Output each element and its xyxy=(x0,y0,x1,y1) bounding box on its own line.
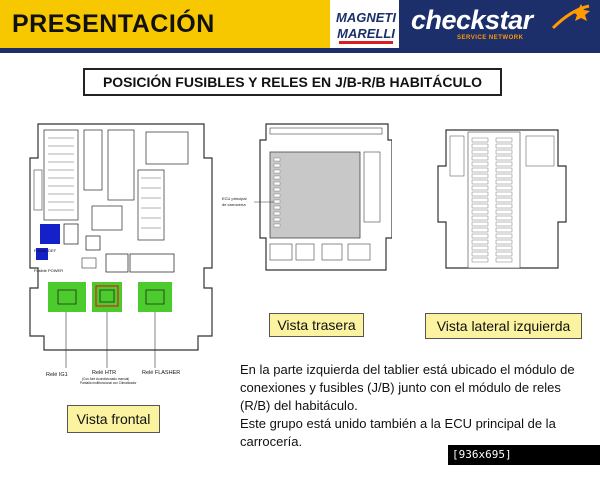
description-line: (R/B) del habitáculo. xyxy=(240,398,358,413)
rele-ig1-label: Relé IG1 xyxy=(46,372,68,378)
magneti-marelli-logo-graphic xyxy=(333,0,399,48)
svg-text:(Con Aire Acondicionado manual: (Con Aire Acondicionado manual) xyxy=(82,377,130,381)
rele-ig1-block xyxy=(48,282,86,312)
svg-text:Pantalla multifuncional con Cl: Pantalla multifuncional con Climatizador xyxy=(80,381,137,385)
lateral-view-diagram xyxy=(432,126,572,276)
fusible-def-block xyxy=(40,224,60,244)
checkstar-logo xyxy=(399,0,600,48)
svg-text:de carrocería: de carrocería xyxy=(222,202,246,207)
header-bar xyxy=(0,0,600,58)
ecu-body xyxy=(270,152,360,238)
image-source-stamp: [936x695] http://upic.me/ xyxy=(448,445,600,465)
label-vista-trasera: Vista trasera xyxy=(269,313,364,337)
description-line: carrocería. xyxy=(240,434,303,449)
page-title: PRESENTACIÓN xyxy=(12,10,215,38)
slide-subtitle: POSICIÓN FUSIBLES Y RELES EN J/B-R/B HABITÁCULO xyxy=(102,74,483,90)
description-line: Este grupo está unido también a la ECU principal de la xyxy=(240,416,556,431)
label-vista-frontal: Vista frontal xyxy=(67,405,160,433)
rele-flasher-label: Relé FLASHER xyxy=(142,370,181,376)
star-swoosh-icon xyxy=(551,2,591,32)
front-view-diagram xyxy=(26,118,216,388)
description-text xyxy=(240,361,600,451)
header-divider xyxy=(0,48,600,53)
back-view-diagram xyxy=(222,118,392,298)
svg-text:ECU principal: ECU principal xyxy=(222,196,247,201)
description-line: conexiones y fusibles (J/B) junto con el módulo de reles xyxy=(240,380,561,395)
header-title-panel xyxy=(0,0,330,48)
svg-text:MARELLI: MARELLI xyxy=(337,26,395,41)
checkstar-wordmark: checkstar xyxy=(411,5,533,35)
label-vista-lateral: Vista lateral izquierda xyxy=(425,313,582,339)
description-line: En la parte izquierda del tablier está ubicado el módulo de xyxy=(240,362,575,377)
svg-text:Fusible POWER: Fusible POWER xyxy=(34,268,64,273)
subtitle-box xyxy=(83,68,502,96)
checkstar-tagline: SERVICE NETWORK xyxy=(457,35,524,41)
svg-text:MAGNETI: MAGNETI xyxy=(336,10,396,25)
rele-htr-label: Relé HTR xyxy=(92,370,117,376)
rele-flasher-block xyxy=(138,282,172,312)
magneti-marelli-logo xyxy=(333,0,399,48)
svg-text:Fusible DEF: Fusible DEF xyxy=(34,248,57,253)
